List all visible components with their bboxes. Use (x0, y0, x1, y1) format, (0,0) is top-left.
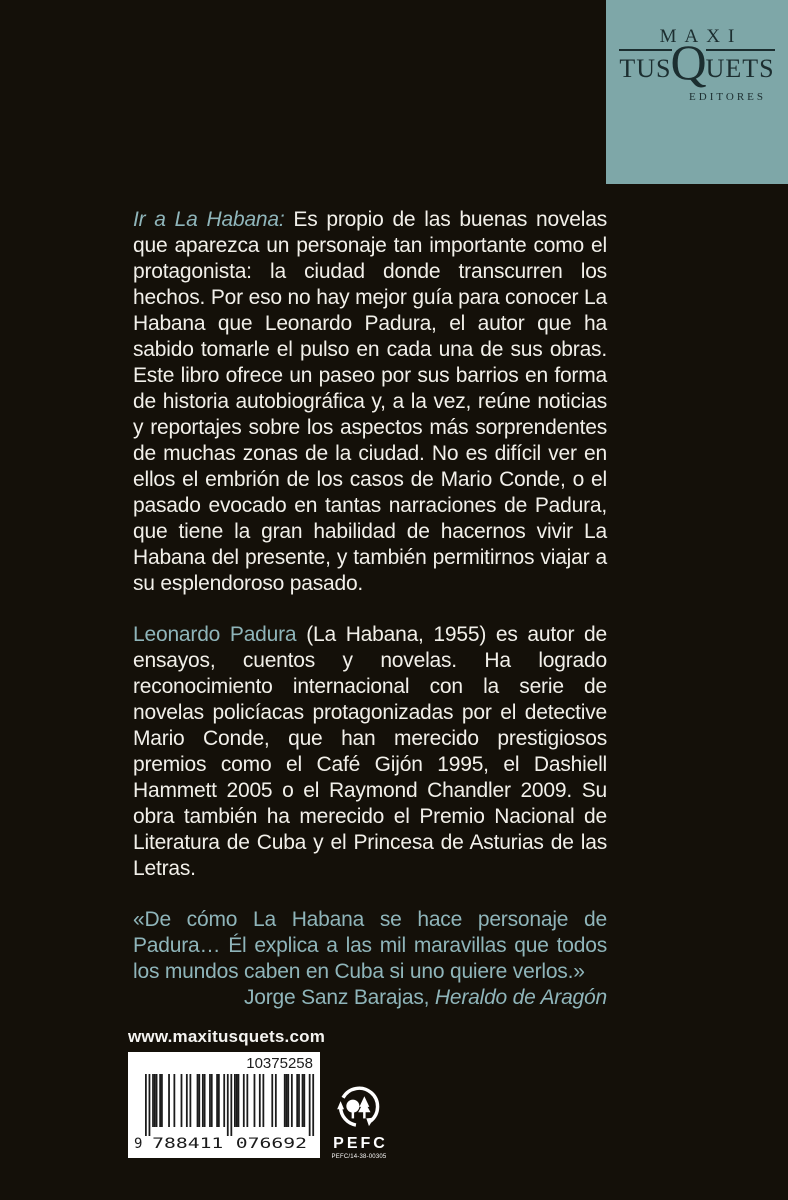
pefc-trees-icon (336, 1086, 382, 1134)
pefc-logo-block (327, 1086, 391, 1160)
book-title-lead: Ir a La Habana: (133, 208, 285, 231)
logo-editores-text: EDITORES (689, 91, 766, 103)
author-bio-body: (La Habana, 1955) es autor de ensayos, cuentos y novelas. Ha logrado reconocimiento internacional con la serie de novelas policíacas protagonizadas por el detective Mario Conde, que han merecido prestigiosos premios como el Café Gijón 1995, el Dashiell Hammett 2005 o el Raymond Chandler 2009. Su obra también ha merecido el Premio Nacional de Literatura de Cuba y el Princesa de Asturias de las Letras. (133, 623, 608, 880)
publisher-logo-box (606, 0, 788, 184)
author-bio-paragraph (133, 622, 607, 882)
logo-maxi-text: MAXI (659, 26, 743, 47)
logo-tus-text: TUS (619, 49, 671, 82)
pefc-wordmark: PEFC (333, 1135, 388, 1152)
press-quote-text: «De cómo La Habana se hace personaje de Padura… Él explica a las mil maravillas que todos los mundos caben en Cuba si uno quiere verlos.» (133, 908, 607, 983)
attribution-name: Jorge Sanz Barajas, (243, 986, 435, 1009)
logo-uets-text: UETS (706, 49, 775, 82)
maxi-tusquets-logo (619, 26, 775, 103)
pefc-cert-number: PEFC/14-38-00305 (331, 1154, 387, 1160)
svg-text:9: 9 (133, 1136, 142, 1151)
author-name-lead: Leonardo Padura (133, 623, 297, 646)
back-cover-text (133, 207, 607, 1011)
logo-q-letter: Q (670, 34, 707, 90)
attribution-source: Heraldo de Aragón (434, 986, 607, 1009)
svg-text:076692: 076692 (235, 1136, 307, 1151)
synopsis-body: Es propio de las buenas novelas que aparezca un personaje tan importante como el protagonista: la ciudad donde transcurren los hechos. Por eso no hay mejor guía para conocer La Habana que Leonardo Padura, el autor que ha sabido tomarle el pulso en cada una de sus obras. Este libro ofrece un paseo por sus barrios en forma de historia autobiográfica y, a la vez, reúne noticias y reportajes sobre los aspectos más sorprendentes de muchas zonas de la ciudad. No es difícil ver en ellos el embrión de los casos de Mario Conde, o el pasado evocado en tantas narraciones de Padura, que tiene la gran habilidad de hacernos vivir La Habana del presente, y también permitirnos viajar a su esplendoroso pasado. (133, 208, 607, 595)
svg-text:788411: 788411 (151, 1136, 223, 1151)
barcode-panel (128, 1052, 320, 1158)
publisher-website: www.maxitusquets.com (128, 1027, 326, 1046)
product-code: 10375258 (246, 1055, 313, 1072)
synopsis-paragraph (133, 207, 607, 597)
ean13-barcode (134, 1074, 315, 1151)
press-quote-block (133, 907, 607, 1011)
press-quote-attribution (133, 985, 607, 1011)
